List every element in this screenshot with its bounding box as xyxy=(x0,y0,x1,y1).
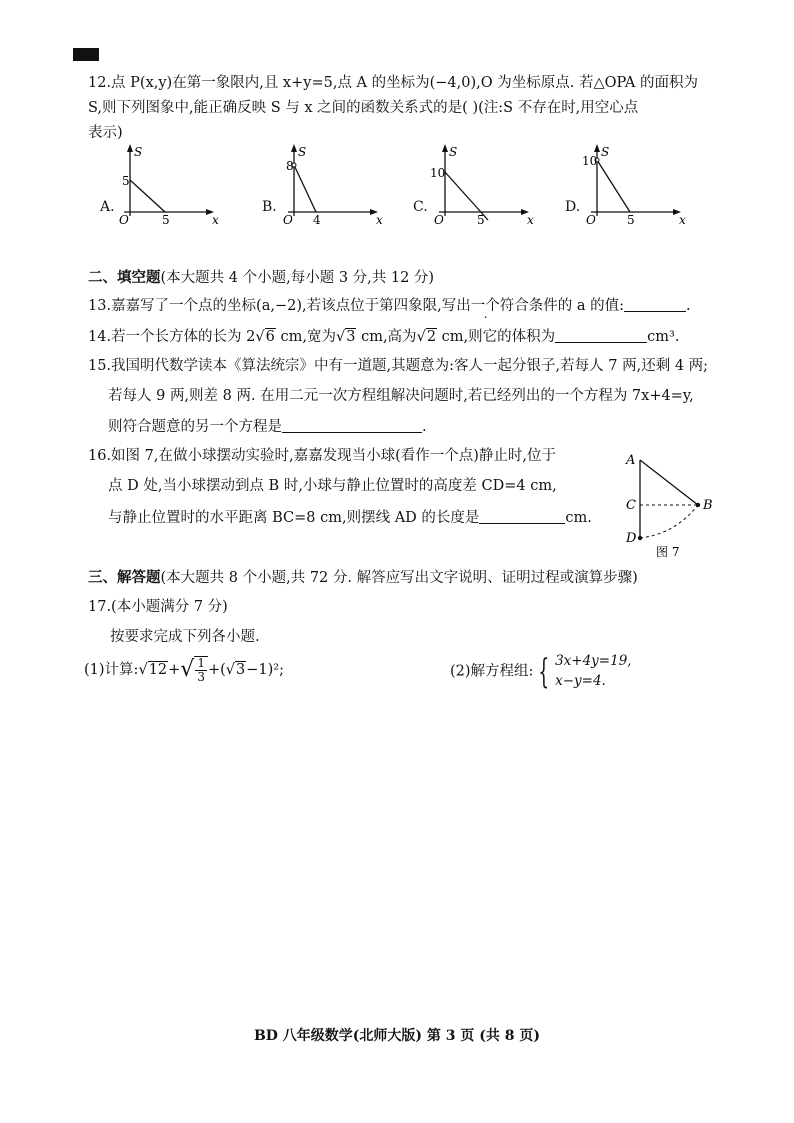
q17-rest-a: +( xyxy=(207,662,226,679)
q13 xyxy=(88,297,691,314)
q17-part2 xyxy=(450,652,632,691)
q12-option-letter-2[interactable]: B. xyxy=(262,199,277,215)
page-footer: BD 八年级数学(北师大版) 第 3 页 (共 8 页) xyxy=(253,1028,541,1044)
brace-icon: { xyxy=(538,651,550,692)
fig7-point-D xyxy=(638,536,642,540)
q14-text-a: 14.若一个长方体的长为 2 xyxy=(88,329,256,345)
q12-option-letter-3[interactable]: C. xyxy=(413,199,428,215)
q12-line3: 表示) xyxy=(88,125,123,141)
label-s-axis: S xyxy=(601,145,610,159)
label-origin: O xyxy=(434,213,444,227)
section3-heading xyxy=(88,571,638,586)
label-y-tick: 8 xyxy=(286,159,294,173)
function-line xyxy=(130,180,165,212)
function-line xyxy=(597,160,630,212)
label-s-axis: S xyxy=(298,145,307,159)
q17-part1-label: (1)计算: xyxy=(84,662,139,679)
label-x-tick: 4 xyxy=(313,213,321,227)
q14-answer-blank[interactable] xyxy=(555,328,647,343)
q16-line3-text: 与静止位置时的水平距离 BC=8 cm,则摆线 AD 的长度是 xyxy=(108,510,480,526)
q15-line1: 15.我国明代数学读本《算法统宗》中有一道题,其题意为:客人一起分银子,若每人 7 两,还剩 4 两; xyxy=(88,358,709,374)
q17-eq1: 3x+4y=19, xyxy=(555,653,632,669)
q17-eq2: x−y=4. xyxy=(555,672,606,689)
q12-option-graph-2 xyxy=(264,140,384,230)
q12-option-graph-1 xyxy=(100,140,220,230)
fig7-arc-DB xyxy=(640,505,698,538)
label-x-tick: 5 xyxy=(162,213,170,227)
q17-part2-label: (2)解方程组: xyxy=(450,663,534,680)
q14-root-2: 2 xyxy=(426,329,437,345)
q17-plus: + xyxy=(168,662,181,679)
q15-line3 xyxy=(108,418,427,435)
q16-unit: cm. xyxy=(565,510,592,526)
q12-option-graph-3 xyxy=(415,140,535,230)
q17-root-12: 12 xyxy=(148,662,168,679)
q12-option-letter-1[interactable]: A. xyxy=(100,199,115,215)
q12-line2: S,则下列图象中,能正确反映 S 与 x 之间的函数关系式的是( )(注:S 不存在时,用空心点 xyxy=(88,100,639,116)
section2-title: 二、填空题 xyxy=(88,269,161,286)
label-s-axis: S xyxy=(449,145,458,159)
q17-fraction xyxy=(194,656,208,684)
q14-text-d: cm,则它的体积为 xyxy=(437,329,556,345)
q14-root-3: 3 xyxy=(346,329,356,345)
q14-text-b: cm,宽为 xyxy=(275,329,336,345)
label-x-axis: x xyxy=(212,213,219,227)
label-y-tick: 10 xyxy=(430,166,446,180)
label-x-axis: x xyxy=(527,213,534,227)
q13-answer-blank[interactable] xyxy=(624,297,686,312)
q16-line3 xyxy=(108,509,592,526)
section3-note: (本大题共 8 个小题,共 72 分. 解答应写出文字说明、证明过程或演算步骤) xyxy=(160,570,638,586)
function-line xyxy=(294,165,316,212)
q17-frac-num: 1 xyxy=(197,656,205,670)
q15-answer-blank[interactable] xyxy=(282,418,422,433)
fig7-caption: 图 7 xyxy=(656,545,680,559)
label-x-axis: x xyxy=(679,213,686,227)
q16-line2: 点 D 处,当小球摆动到点 B 时,小球与静止位置时的高度差 CD=4 cm, xyxy=(108,478,557,494)
label-origin: O xyxy=(586,213,596,227)
axis-arrow-up-icon xyxy=(127,144,133,152)
q13-text-b: 符合条件的 a 的值: xyxy=(499,298,624,314)
label-origin: O xyxy=(283,213,293,227)
q16-line1: 16.如图 7,在做小球摆动实验时,嘉嘉发现当小球(看作一个点)静止时,位于 xyxy=(88,448,557,464)
q14-text-c: cm,高为 xyxy=(356,329,417,345)
figure-7-pendulum xyxy=(620,448,720,560)
q13-end: . xyxy=(685,298,691,314)
q14-unit: cm³. xyxy=(647,329,680,345)
q13-text-a: 13.嘉嘉写了一个点的坐标(a,−2),若该点位于第四象限,写出 xyxy=(88,298,471,314)
fig7-line-AB xyxy=(640,460,698,505)
fig7-label-A: A xyxy=(626,453,636,468)
q16-answer-blank[interactable] xyxy=(479,509,565,524)
q15-line3-text: 则符合题意的另一个方程是 xyxy=(108,419,282,435)
q14-root-6: 6 xyxy=(265,329,275,345)
q17-equation-system xyxy=(555,652,632,691)
label-s-axis: S xyxy=(134,145,143,159)
page-corner-marker xyxy=(73,48,99,61)
label-y-tick: 5 xyxy=(122,174,130,188)
q15-line2: 若每人 9 两,则差 8 两. 在用二元一次方程组解决问题时,若已经列出的一个方程为 7x+4=y, xyxy=(108,388,694,404)
q12-option-letter-4[interactable]: D. xyxy=(565,199,581,215)
label-y-tick: 10 xyxy=(582,154,598,168)
q17-instruction: 按要求完成下列各小题. xyxy=(110,629,260,645)
q14: 14.若一个长方体的长为 2√6 cm,宽为√3 cm,高为√2 cm,则它的体积为 cm³. xyxy=(88,329,680,345)
fig7-label-B: B xyxy=(703,498,713,513)
axis-arrow-up-icon xyxy=(291,144,297,152)
q17-frac-den: 3 xyxy=(197,670,205,685)
label-x-tick: 5 xyxy=(477,213,485,227)
q12-line1: 12.点 P(x,y)在第一象限内,且 x+y=5,点 A 的坐标为(−4,0),O 为坐标原点. 若△OPA 的面积为 xyxy=(88,75,699,91)
label-x-axis: x xyxy=(376,213,383,227)
fig7-point-B xyxy=(696,503,700,507)
label-x-tick: 5 xyxy=(627,213,635,227)
fig7-label-D: D xyxy=(626,531,637,546)
q17-title: 17.(本小题满分 7 分) xyxy=(88,599,228,615)
section2-note: (本大题共 4 个小题,每小题 3 分,共 12 分) xyxy=(160,270,435,286)
fig7-label-C: C xyxy=(626,498,636,513)
q17-part1: (1)计算:√12+√ $\frac{1}{3}+(√3-1)^2$; xyxy=(84,656,284,685)
q15-end: . xyxy=(422,419,427,435)
label-origin: O xyxy=(119,213,129,227)
axis-arrow-up-icon xyxy=(442,144,448,152)
q17-root-3: 3 xyxy=(236,662,246,679)
q17-rest-b: −1)²; xyxy=(246,662,284,679)
q13-emphasis: 一个 xyxy=(470,298,500,314)
q12-option-graph-4 xyxy=(567,140,687,230)
section3-title: 三、解答题 xyxy=(88,569,161,586)
axis-arrow-up-icon xyxy=(594,144,600,152)
section2-heading xyxy=(88,271,434,286)
